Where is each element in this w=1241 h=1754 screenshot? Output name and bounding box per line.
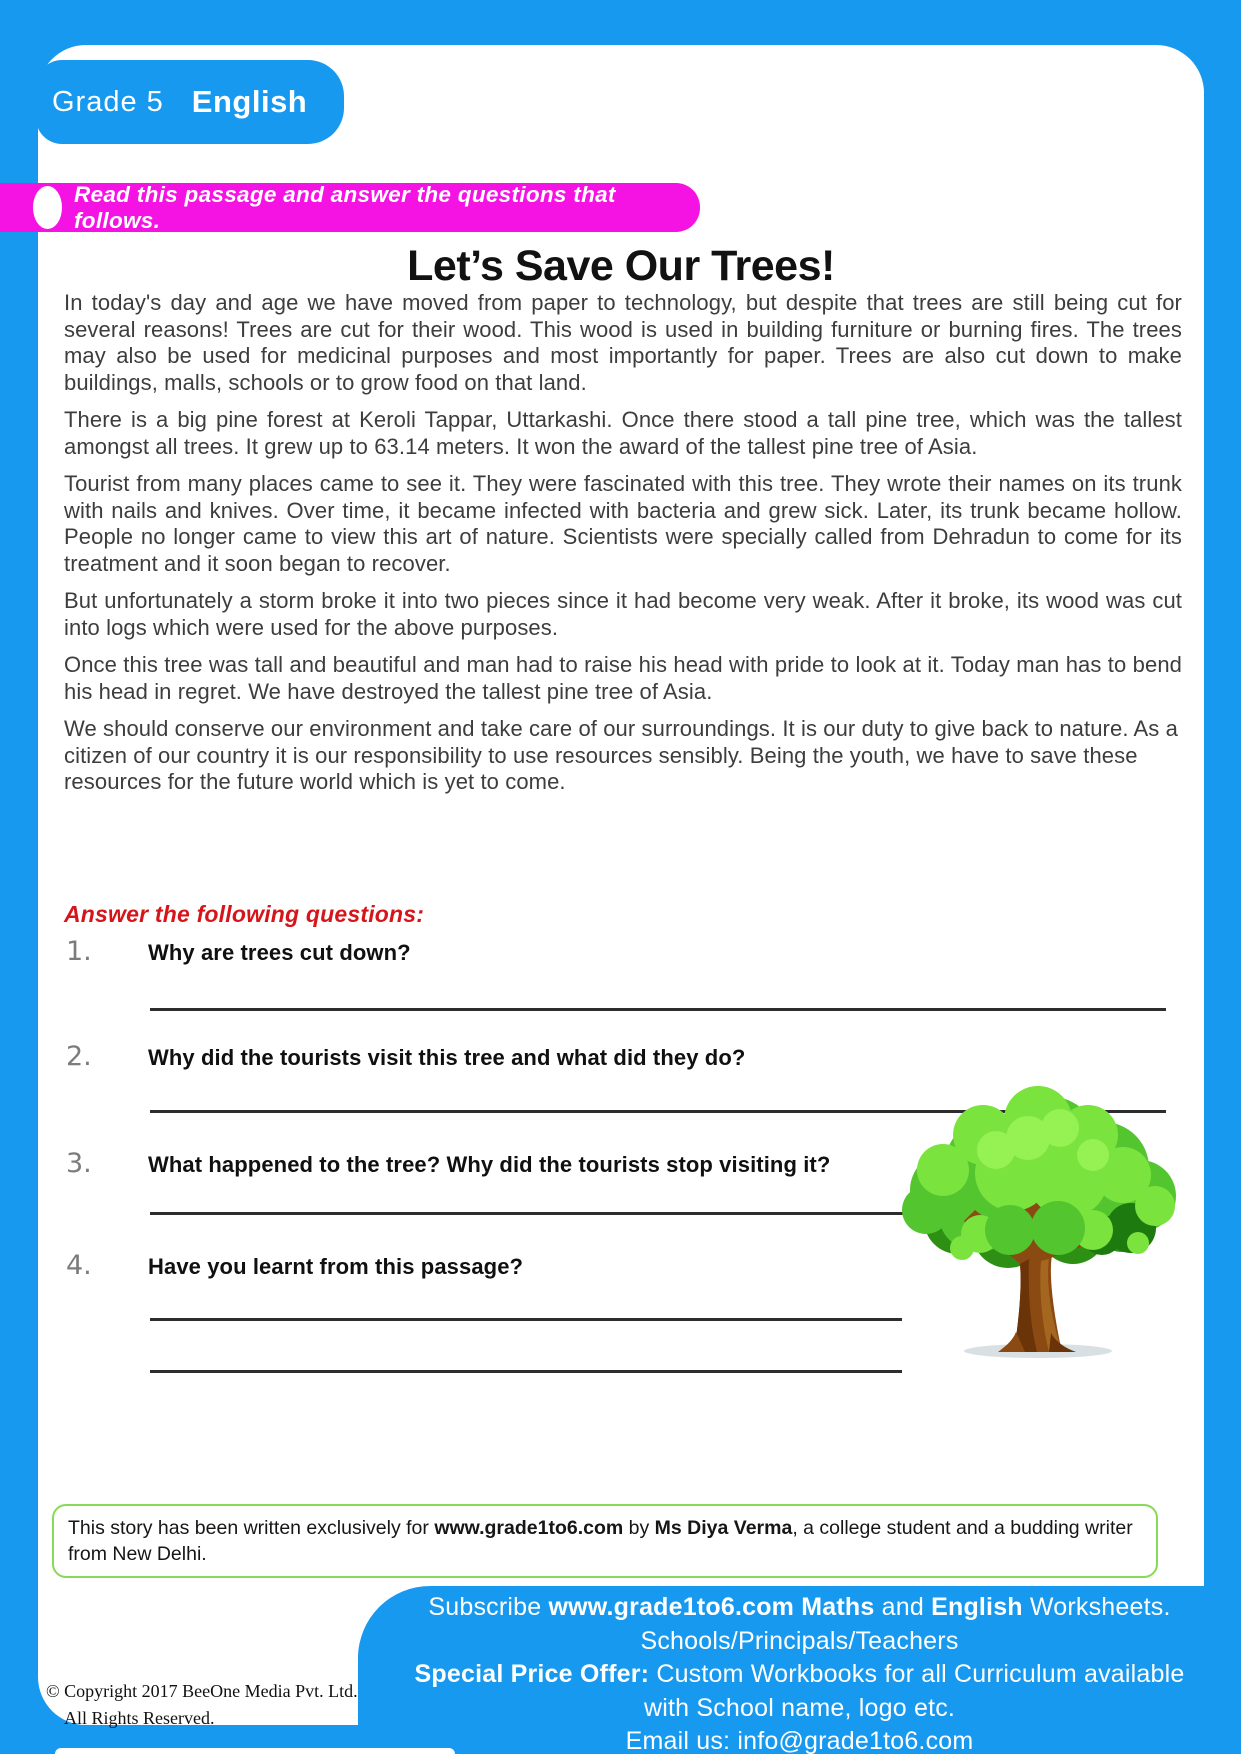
- banner-oval-icon: [33, 186, 62, 229]
- question-number: 2.: [66, 1041, 92, 1072]
- footer-text: and: [874, 1593, 932, 1621]
- note-suffix: , a college student and a budding writer from New Delhi.: [68, 1517, 1133, 1565]
- question-item-2: [66, 1041, 745, 1072]
- next-page-edge: [55, 1748, 455, 1754]
- question-text: Why are trees cut down?: [148, 940, 411, 965]
- note-author: Ms Diya Verma: [654, 1517, 793, 1539]
- footer-subscribe-panel: [358, 1586, 1241, 1754]
- copyright-notice: [46, 1678, 366, 1732]
- footer-text: Subscribe: [428, 1593, 549, 1621]
- footer-site-maths: www.grade1to6.com Maths: [548, 1593, 875, 1621]
- footer-text: Custom Workbooks for all Curriculum available: [649, 1660, 1185, 1688]
- questions-heading: Answer the following questions:: [64, 901, 425, 927]
- passage-paragraph: In today's day and age we have moved from paper to technology, but despite that trees are still being cut for several reasons! Trees are cut for their wood. This wood is used in building furniture or burning fires. The trees may also be used for medicinal purposes and most importantly for paper. Trees are also cut down to make buildings, malls, schools or to grow food on that land.: [64, 290, 1182, 395]
- footer-audience-line: Schools/Principals/Teachers: [640, 1626, 959, 1655]
- copyright-line-1: © Copyright 2017 BeeOne Media Pvt. Ltd.: [46, 1681, 358, 1701]
- grade-subject-badge: [36, 60, 344, 144]
- passage-title: Let’s Save Our Trees!: [407, 242, 835, 290]
- subject-label: English: [191, 84, 308, 119]
- answer-line: [150, 1370, 902, 1373]
- tree-illustration: [888, 1080, 1188, 1360]
- footer-offer-label: Special Price Offer:: [414, 1660, 650, 1688]
- question-item-1: [66, 936, 411, 967]
- footer-english: English: [931, 1593, 1023, 1621]
- copyright-line-2: All Rights Reserved.: [64, 1708, 215, 1728]
- passage-paragraph: There is a big pine forest at Keroli Tappar, Uttarkashi. Once there stood a tall pine tree, which was the tallest amongst all trees. It grew up to 63.14 meters. It won the award of the tallest pine tree of Asia.: [64, 407, 1182, 459]
- grade-label: Grade 5: [52, 85, 164, 118]
- passage-paragraph: We should conserve our environment and take care of our surroundings. It is our duty to give back to nature. As a citizen of our country it is our responsibility to use resources sensibly. Being the youth, we have to save these resources for the future world which is yet to come.: [64, 716, 1178, 794]
- question-number: 4.: [66, 1250, 92, 1281]
- passage-body: [64, 290, 1182, 807]
- question-item-4: [66, 1250, 523, 1281]
- footer-text: Worksheets.: [1022, 1593, 1171, 1621]
- note-middle: by: [623, 1517, 655, 1539]
- note-site: www.grade1to6.com: [434, 1517, 624, 1539]
- question-item-3: [66, 1148, 830, 1179]
- author-note-box: [52, 1504, 1158, 1578]
- footer-offer-line: [358, 1658, 1241, 1692]
- footer-email-line: Email us: info@grade1to6.com: [625, 1727, 974, 1754]
- answer-line: [150, 1318, 902, 1321]
- question-number: 3.: [66, 1148, 92, 1179]
- instruction-banner: [0, 183, 700, 232]
- question-text: Have you learnt from this passage?: [148, 1254, 524, 1279]
- footer-school-line: with School name, logo etc.: [643, 1693, 956, 1722]
- passage-paragraph: But unfortunately a storm broke it into two pieces since it had become very weak. After it broke, its wood was cut into logs which were used for the above purposes.: [64, 588, 1182, 640]
- passage-paragraph: Once this tree was tall and beautiful and man had to raise his head with pride to look at it. Today man has to bend his head in regret. We have destroyed the tallest pine tree of Asia.: [64, 652, 1182, 704]
- note-prefix: This story has been written exclusively for: [68, 1517, 435, 1539]
- instruction-text: Read this passage and answer the questions that follows.: [74, 181, 616, 233]
- answer-line: [150, 1008, 1166, 1011]
- footer-subscribe-line: [358, 1591, 1241, 1625]
- question-text: What happened to the tree? Why did the tourists stop visiting it?: [148, 1152, 831, 1177]
- question-text: Why did the tourists visit this tree and what did they do?: [148, 1045, 746, 1070]
- passage-paragraph: Tourist from many places came to see it. They were fascinated with this tree. They wrote their names on its trunk with nails and knives. Over time, it became infected with bacteria and grew sick. Later, its trunk became hollow. People no longer came to view this art of nature. Scientists were specially called from Dehradun to come for its treatment and it soon began to recover.: [64, 471, 1182, 576]
- question-number: 1.: [66, 936, 92, 967]
